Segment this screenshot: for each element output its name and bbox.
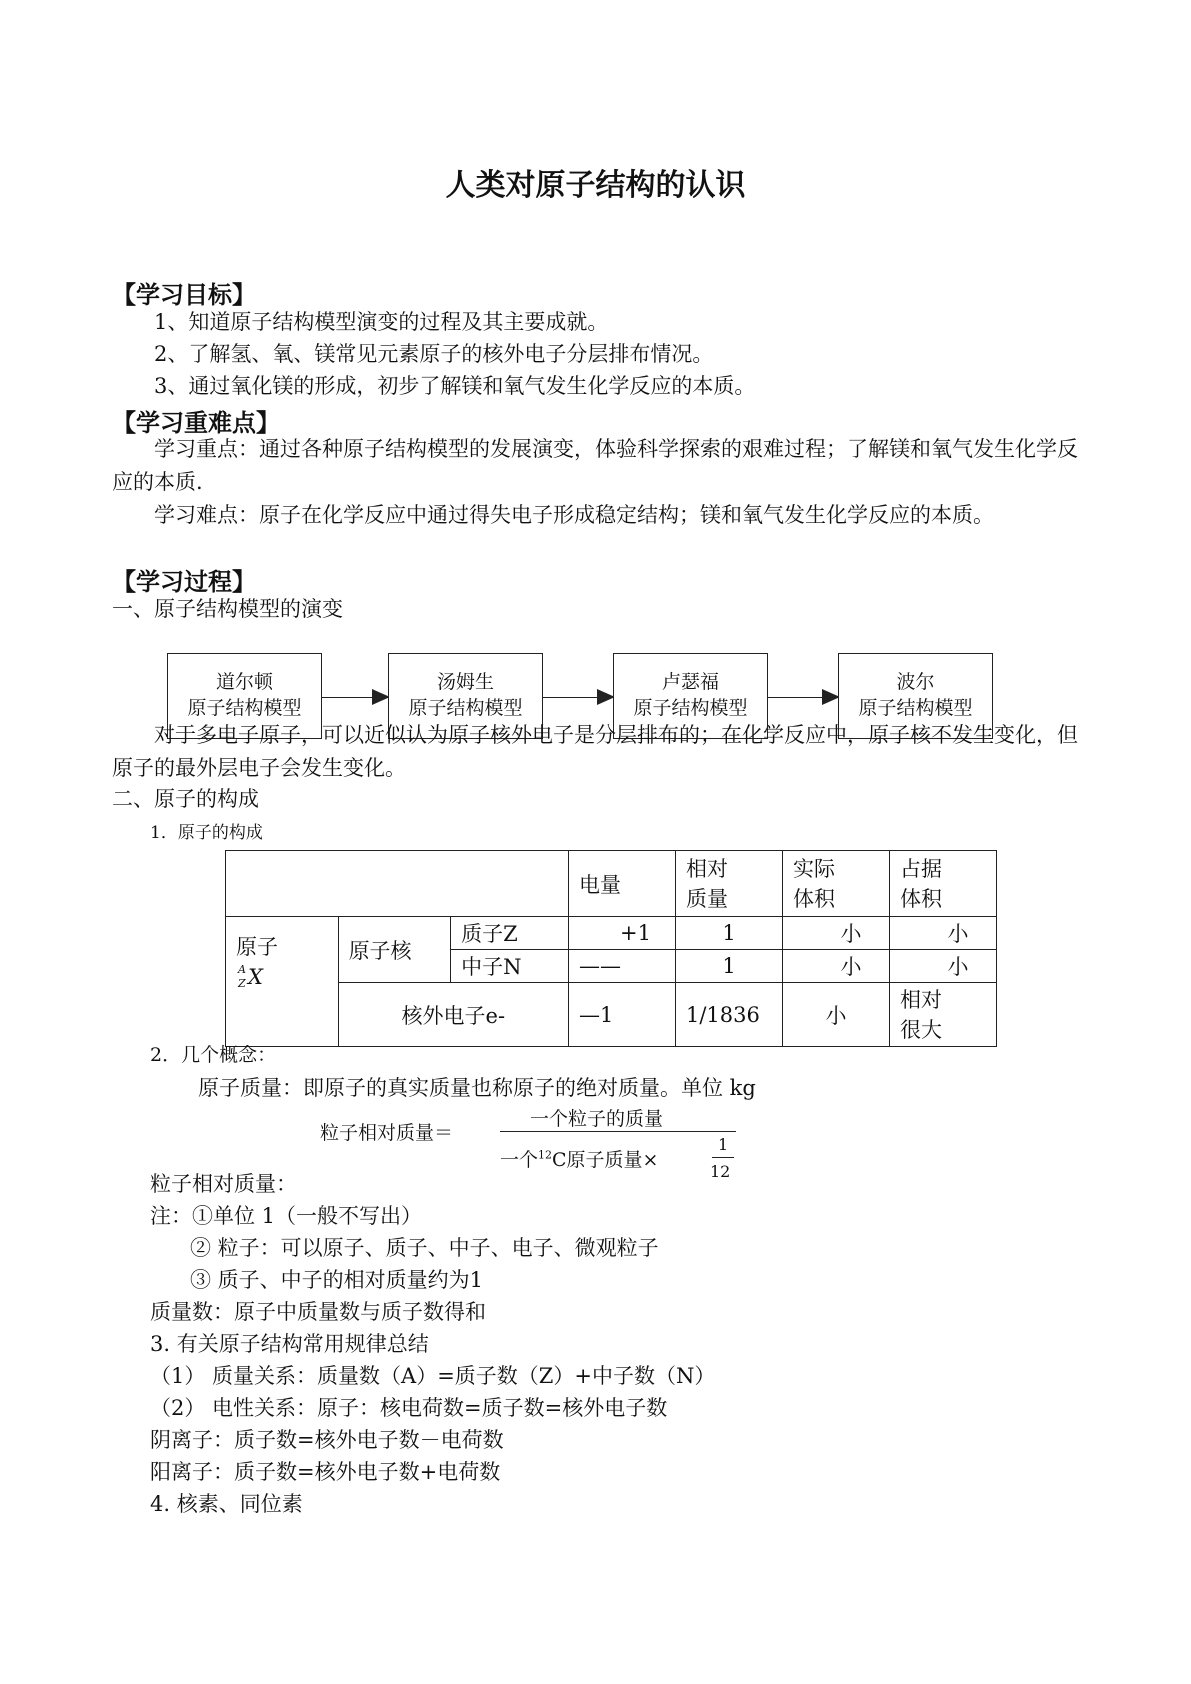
goal-item: 3、通过氧化镁的形成，初步了解镁和氧气发生化学反应的本质。 <box>154 374 756 398</box>
note-item: ② 粒子：可以原子、质子、中子、电子、微观粒子 <box>190 1236 659 1260</box>
proton-occupied-volume: 小 <box>890 917 997 950</box>
sub-heading-2: 2．几个概念： <box>150 1044 277 1066</box>
flow-arrow <box>768 697 838 698</box>
anion-rule: 阴离子：质子数=核外电子数－电荷数 <box>150 1428 504 1452</box>
key-points-heading: 【学习重难点】 <box>112 409 280 437</box>
electron-mass: 1/1836 <box>676 983 783 1047</box>
small-fraction-denominator: 12 <box>710 1162 731 1181</box>
header-relative-mass: 相对 质量 <box>676 851 783 917</box>
denominator-suffix: C原子质量× <box>552 1149 659 1171</box>
electron-occupied-volume: 相对 很大 <box>890 983 997 1047</box>
mass-number-symbol: A <box>238 963 246 976</box>
isotope-superscript: 12 <box>538 1148 553 1162</box>
model-label: 原子结构模型 <box>408 697 523 719</box>
atom-cell <box>226 917 339 1047</box>
proton-actual-volume: 小 <box>783 917 890 950</box>
atom-symbol <box>236 961 328 993</box>
small-fraction-numerator: 1 <box>718 1135 729 1154</box>
model-label: 原子结构模型 <box>858 697 973 719</box>
model-label: 原子结构模型 <box>187 697 302 719</box>
atomic-number-symbol: Z <box>238 977 246 990</box>
atom-mass-definition: 原子质量：即原子的真实质量也称原子的绝对质量。单位 kg <box>198 1076 756 1100</box>
note-item: ③ 质子、中子的相对质量约为1 <box>190 1268 484 1292</box>
process-heading: 【学习过程】 <box>112 568 256 596</box>
neutron-actual-volume: 小 <box>783 950 890 983</box>
model-note-paragraph: 对于多电子原子，可以近似认为原子核外电子是分层排布的；在化学反应中，原子核不发生变化，但原子的最外层电子会发生变化。 <box>112 723 1078 780</box>
flow-arrow <box>322 697 388 698</box>
proton-label: 质子Z <box>451 917 569 950</box>
difficulty-paragraph: 学习难点：原子在化学反应中通过得失电子形成稳定结构；镁和氧气发生化学反应的本质。 <box>154 503 994 527</box>
model-name: 波尔 <box>896 671 935 693</box>
model-name: 汤姆生 <box>436 671 494 693</box>
proton-mass: 1 <box>676 917 783 950</box>
atom-label: 原子 <box>236 935 278 959</box>
formula-denominator <box>500 1145 658 1172</box>
section-1-heading: 一、原子结构模型的演变 <box>112 597 343 621</box>
fraction-bar <box>500 1131 736 1132</box>
formula-lhs: 粒子相对质量＝ <box>320 1122 454 1144</box>
electron-actual-volume: 小 <box>783 983 890 1047</box>
note-item: 注：①单位 1（一般不写出） <box>150 1204 423 1228</box>
rule-item: （1） 质量关系：质量数（A）=质子数（Z）+中子数（N） <box>150 1364 716 1388</box>
flow-arrow <box>543 697 613 698</box>
electron-charge: —1 <box>569 983 676 1047</box>
cation-rule: 阳离子：质子数=核外电子数+电荷数 <box>150 1460 501 1484</box>
mass-number-definition: 质量数：原子中质量数与质子数得和 <box>150 1300 486 1324</box>
sub-heading-1: 1．原子的构成 <box>150 823 263 843</box>
goal-item: 2、了解氢、氧、镁常见元素原子的核外电子分层排布情况。 <box>154 342 714 366</box>
header-occupied-volume: 占据 体积 <box>890 851 997 917</box>
rule-item: （2） 电性关系：原子：核电荷数=质子数=核外电子数 <box>150 1396 668 1420</box>
element-symbol: X <box>248 965 263 989</box>
goal-item: 1、知道原子结构模型演变的过程及其主要成就。 <box>154 310 609 334</box>
header-actual-volume: 实际 体积 <box>783 851 890 917</box>
nucleus-label: 原子核 <box>338 917 451 983</box>
header-charge: 电量 <box>569 851 676 917</box>
neutron-occupied-volume: 小 <box>890 950 997 983</box>
electron-label: 核外电子e- <box>338 983 568 1047</box>
denominator-prefix: 一个 <box>500 1149 539 1171</box>
goals-heading: 【学习目标】 <box>112 281 256 309</box>
neutron-mass: 1 <box>676 950 783 983</box>
neutron-charge: —— <box>569 950 676 983</box>
page-title: 人类对原子结构的认识 <box>445 168 746 203</box>
neutron-label: 中子N <box>451 950 569 983</box>
section-2-heading: 二、原子的构成 <box>112 787 259 811</box>
sub-heading-3: 3. 有关原子结构常用规律总结 <box>150 1332 429 1356</box>
sub-heading-4: 4. 核素、同位素 <box>150 1492 303 1516</box>
proton-charge: +1 <box>569 917 676 950</box>
table-corner <box>226 851 569 917</box>
focus-paragraph: 学习重点：通过各种原子结构模型的发展演变，体验科学探索的艰难过程；了解镁和氧气发生化学反应的本质. <box>112 437 1078 494</box>
relative-mass-label: 粒子相对质量： <box>150 1172 297 1196</box>
formula-numerator: 一个粒子的质量 <box>530 1108 664 1130</box>
small-fraction-bar <box>712 1157 734 1158</box>
model-label: 原子结构模型 <box>633 697 748 719</box>
model-name: 道尔顿 <box>215 671 273 693</box>
model-name: 卢瑟福 <box>661 671 719 693</box>
atom-composition-table <box>225 850 997 1047</box>
